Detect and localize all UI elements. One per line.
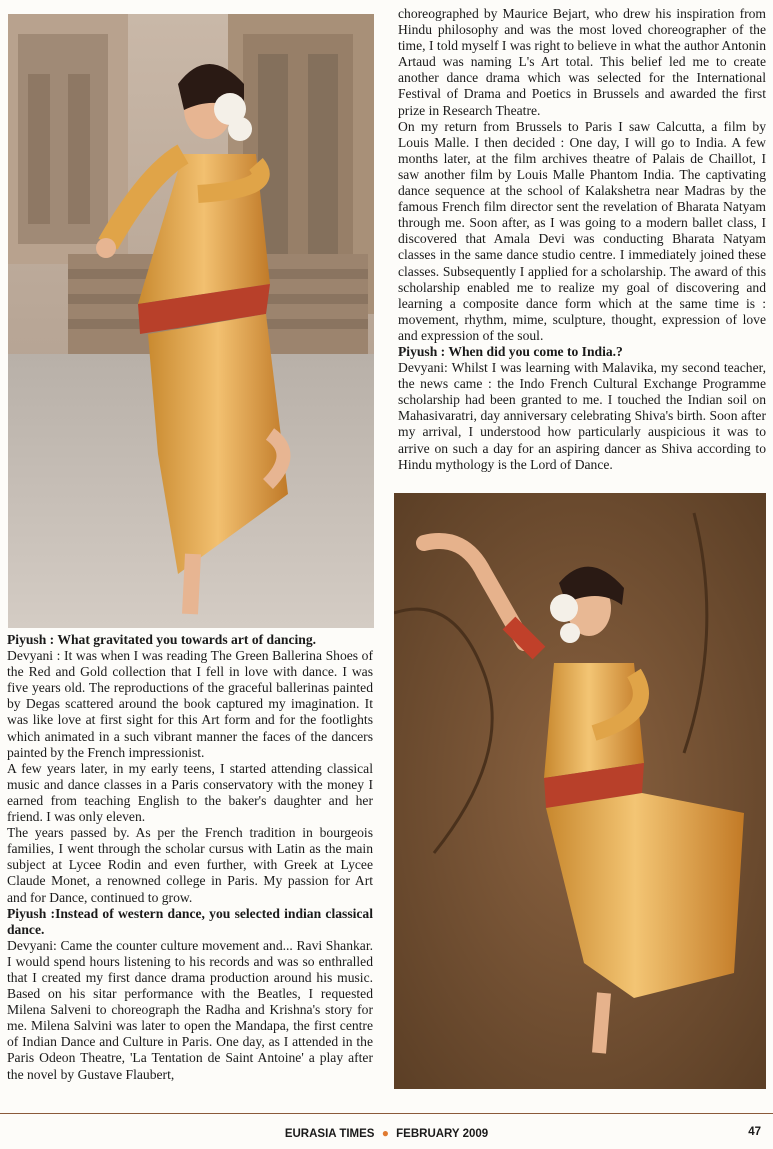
article-paragraph: choreographed by Maurice Bejart, who drew his inspiration from Hindu philosophy and was the most loved choreographer of the time, I told myself I was right to believe in what the author Antonin Artaud was naming L's Art total. This belief led me to create another dance drama which was selected for the International Festival of Drama and Poetics in Brussels and awarded the first prize in Research Theatre. [398,6,766,118]
footer-divider [0,1113,773,1114]
interview-question: Piyush :Instead of western dance, you selected indian classical dance. [7,905,373,937]
article-column-left [7,632,373,1083]
interview-question: Piyush : What gravitated you towards art of dancing. [7,632,317,647]
footer-masthead [0,1126,773,1140]
article-paragraph: A few years later, in my early teens, I started attending classical music and dance classes in a Paris conservatory with the money I earned from teaching English to the baker's daughter and her friend. I was only eleven. [7,760,373,825]
dancer-temple-illustration [8,14,374,628]
article-paragraph: Devyani: Came the counter culture movement and... Ravi Shankar. I would spend hours listening to his records and was so enthralled that I created my first dance drama production around his music. Based on his sitar performance with the Beatles, I requested Milena Salveni to choreograph the Radha and Krishna's story for me. Milena Salvini was later to open the Mandapa, the first centre of Indian Dance and Culture in Paris. One day, as I attended in the Paris Odeon Theatre, 'La Tentation de Saint Antoine' a play after the novel by Gustave Flaubert, [7,937,373,1082]
dancer-rock-illustration [394,493,766,1089]
page-footer [0,1120,773,1144]
interview-question: Piyush : When did you come to India.? [398,343,623,359]
article-paragraph: Devyani : It was when I was reading The Green Ballerina Shoes of the Red and Gold collection that I fell in love with dance. I was five years old. The reproductions of the graceful ballerinas painted by Degas scattered around the book captured my imagination. It was like love at first sight for this Art form and for the footlights which animated in a such vibrant manner the faces of the dancers painted by the French impressionist. [7,648,373,760]
footer-bullet-icon: ● [381,1126,389,1140]
publication-name: EURASIA TIMES [284,1128,375,1140]
article-paragraph: The years passed by. As per the French tradition in bourgeois families, I went through the scholar cursus with Latin as the main subject at Lycee Rodin and even further, with Greek at Lycee Claude Monet, a renowned college in Paris. My passion for Art and for Dance, continued to grow. [7,825,373,905]
dancer-rock-photo [394,493,766,1089]
article-paragraph: On my return from Brussels to Paris I saw Calcutta, a film by Louis Malle. I then decided : One day, I will go to India. A few months later, at the film archives theatre of Palais de Chaillot, I saw another film by Louis Malle Phantom India. The captivating dance sequence at the school of Kalakshetra near Madras by the famous French film director sent the revelation of Bharata Natyam through me. Soon after, as I was going to a modern ballet class, I discovered that Amala Devi was conducting Bharata Natyam classes in the same dance studio centre. I immediately joined these classes. Subsequently I applied for a scholarship. The award of this scholarship enabled me to realize my goal of discovering and learning a composite dance form which at the same time is : movement, rhythm, mime, sculpture, thought, expression of love and expression of the soul. [398,118,766,343]
article-column-right [398,6,766,473]
page-number: 47 [748,1126,761,1138]
article-paragraph: Devyani: Whilst I was learning with Malavika, my second teacher, the news came : the Indo French Cultural Exchange Programme scholarship had been granted to me. I touched the Indian soil on Mahasivaratri, day anniversary celebrating Shiva's birth. Soon after my arrival, I understood how particularly auspicious it was to arrive on such a day for an aspiring dancer as Shiva according to Hindu mythology is the Lord of Dance. [398,360,766,472]
dancer-temple-photo [8,14,374,628]
issue-date: FEBRUARY 2009 [396,1128,489,1140]
